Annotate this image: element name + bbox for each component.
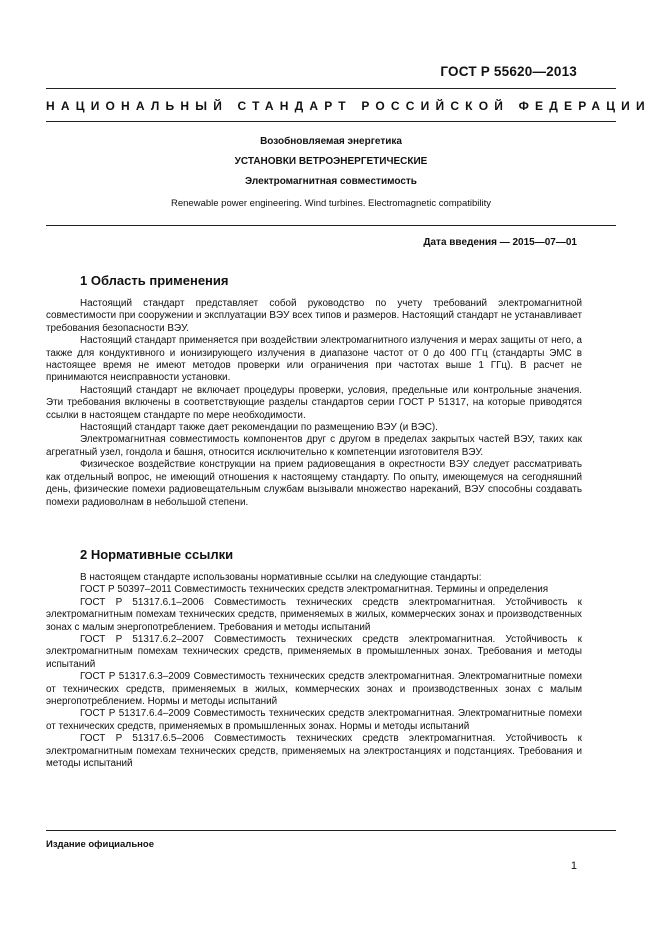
- document-number: ГОСТ Р 55620—2013: [440, 64, 577, 79]
- reference-entry: ГОСТ Р 51317.6.1–2006 Совместимость технических средств электромагнитная. Устойчивость к электромагнитным помехам технических средств, применяемых в жилых, коммерческих зонах и производственных зонах с малым энергопотреблением. Требования и методы испытаний: [46, 596, 582, 633]
- section-1-paragraph: Электромагнитная совместимость компонентов друг с другом в пределах закрытых частей ВЭУ, таких как агрегатный узел, гондола и башня, относится исключительно к компетенции изготовителя ВЭУ.: [46, 434, 582, 458]
- title-english: Renewable power engineering. Wind turbines. Electromagnetic compatibility: [171, 198, 491, 209]
- title-divider: [46, 225, 616, 226]
- introduction-date: Дата введения — 2015—07—01: [423, 237, 577, 248]
- national-standard-banner: НАЦИОНАЛЬНЫЙ СТАНДАРТ РОССИЙСКОЙ ФЕДЕРАЦИИ: [46, 99, 651, 113]
- section-1-paragraph: Настоящий стандарт не включает процедуры проверки, условия, предельные или контрольные значения. Эти требования включены в соответствующие разделы стандартов серии ГОСТ Р 51317, на которые приводятся ссылки в настоящем стандарте по мере необходимости.: [46, 384, 582, 421]
- section-2-heading: 2 Нормативные ссылки: [80, 547, 234, 562]
- title-line-2: УСТАНОВКИ ВЕТРОЭНЕРГЕТИЧЕСКИЕ: [234, 156, 428, 167]
- header-divider-bottom: [46, 121, 616, 122]
- header-divider-top: [46, 88, 616, 89]
- section-1-paragraph: Настоящий стандарт применяется при воздействии электромагнитного излучения и мерах защиты от него, а также для кондуктивного и ионизирующего излучения в диапазоне частот от 0 до 400 ГГц (стандарты ЭМС в настоящее время не имеют методов проверки или ограничения при частотах выше 1 ГГц). В расчет не принимаются неисправности установки.: [46, 335, 582, 384]
- section-1-body: [46, 298, 582, 509]
- title-line-1: Возобновляемая энергетика: [260, 136, 402, 147]
- footer-divider: [46, 830, 616, 831]
- section-1-paragraph: Физическое воздействие конструкции на прием радиовещания в окрестности ВЭУ следует рассматривать как отдельный вопрос, не имеющий отношения к настоящему стандарту. По опыту, имеющемуся на сегодняшний день, физические помехи радиовещательным службам вызывали множество нареканий, ВЭУ способны создавать помехи радиоволнам в небольшой степени.: [46, 459, 582, 508]
- reference-entry: ГОСТ Р 51317.6.5–2006 Совместимость технических средств электромагнитная. Устойчивость к электромагнитным помехам технических средств, применяемых на электростанциях и подстанциях. Требования и методы испытаний: [46, 733, 582, 770]
- section-1-paragraph: Настоящий стандарт также дает рекомендации по размещению ВЭУ (и ВЭС).: [80, 422, 438, 434]
- reference-entry: ГОСТ Р 51317.6.3–2009 Совместимость технических средств электромагнитная. Электромагнитные помехи от технических средств, применяемых в жилых, коммерческих зонах и производственных зонах с малым энергопотреблением. Нормы и методы испытаний: [46, 671, 582, 708]
- section-1-paragraph: Настоящий стандарт представляет собой руководство по учету требований электромагнитной совместимости при сооружении и эксплуатации ВЭУ всех типов и размеров. Настоящий стандарт не устанавливает требования безопасности ВЭУ.: [46, 298, 582, 334]
- title-line-3: Электромагнитная совместимость: [245, 176, 417, 187]
- section-2-paragraph: В настоящем стандарте использованы нормативные ссылки на следующие стандарты:: [80, 572, 482, 583]
- reference-entry: ГОСТ Р 51317.6.4–2009 Совместимость технических средств электромагнитная. Электромагнитные помехи от технических средств, применяемых в промышленных зонах. Нормы и методы испытаний: [46, 708, 582, 732]
- official-edition-note: Издание официальное: [46, 839, 154, 850]
- reference-entry: ГОСТ Р 50397–2011 Совместимость технических средств электромагнитная. Термины и определения: [80, 584, 549, 596]
- section-2-body: [46, 572, 582, 771]
- section-1-heading: 1 Область применения: [80, 273, 229, 288]
- reference-entry: ГОСТ Р 51317.6.2–2007 Совместимость технических средств электромагнитная. Устойчивость к электромагнитным помехам технических средств, применяемых в промышленных зонах. Требования и методы испытаний: [46, 634, 582, 670]
- page-number: 1: [570, 860, 577, 872]
